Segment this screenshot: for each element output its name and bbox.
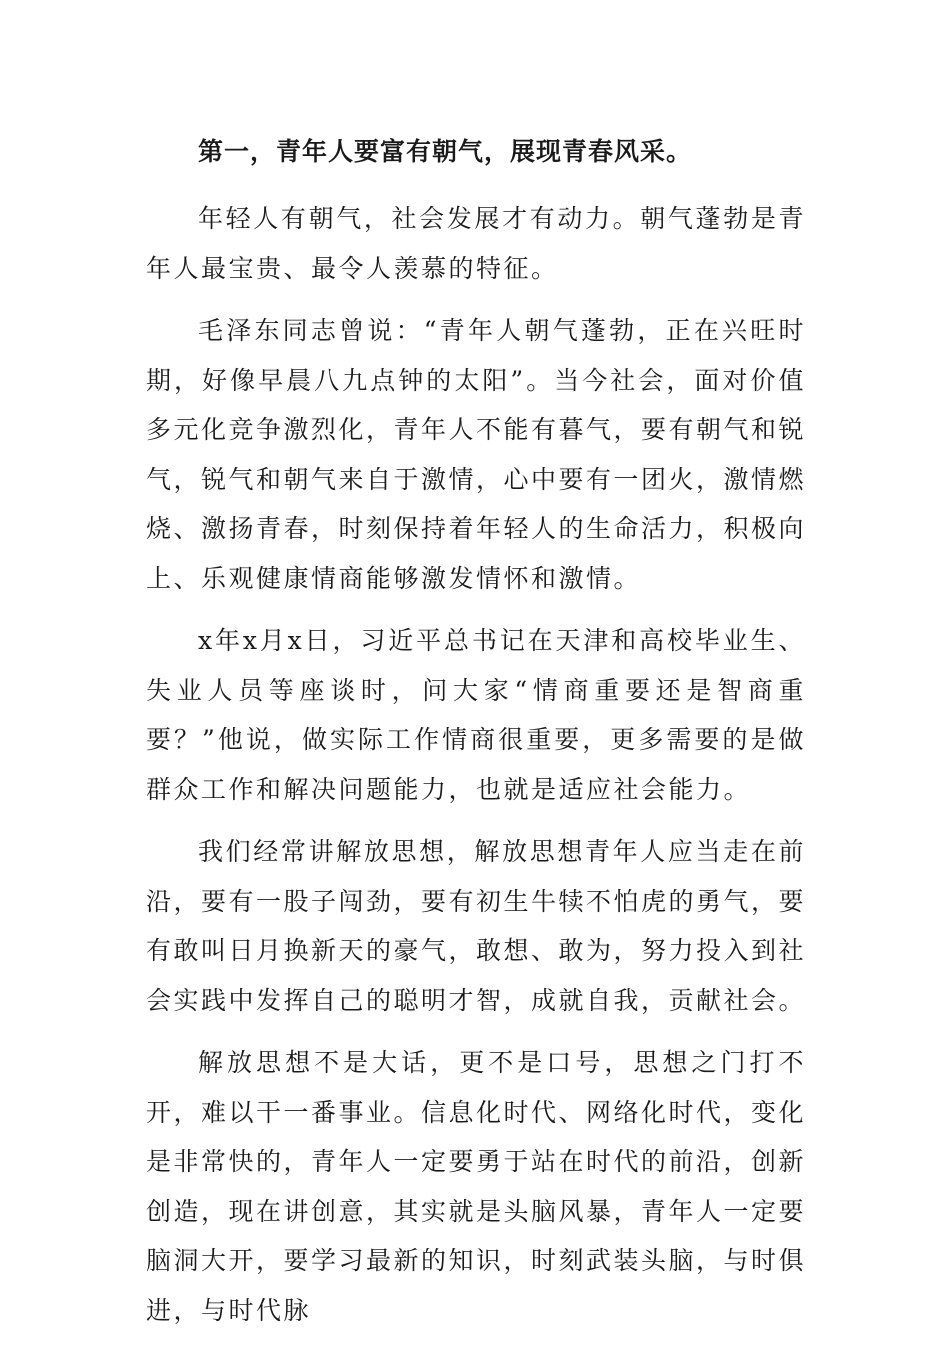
paragraph-5: 解放思想不是大话，更不是口号，思想之门打不开，难以干一番事业。信息化时代、网络化时代，变化是非常快的，青年人一定要勇于站在时代的前沿，创新创造，现在讲创意，其实就是头脑风暴，青年人一定要脑洞大开，要学习最新的知识，时刻武装头脑，与时俱进，与时代脉 xyxy=(146,1048,807,1325)
paragraph-4: 我们经常讲解放思想，解放思想青年人应当走在前沿，要有一股子闯劲，要有初生牛犊不怕虎的勇气，要有敢叫日月换新天的豪气，敢想、敢为，努力投入到社会实践中发挥自己的聪明才智，成就自我，贡献社会。 xyxy=(146,837,807,1015)
section-heading: 第一，青年人要富有朝气，展现青春风采。 xyxy=(198,137,693,166)
paragraph-2: 毛泽东同志曾说：“青年人朝气蓬勃，正在兴旺时期，好像早晨八九点钟的太阳”。当今社会，面对价值多元化竞争激烈化，青年人不能有暮气，要有朝气和锐气，锐气和朝气来自于激情，心中要有一团火，激情燃烧、激扬青春，时刻保持着年轻人的生命活力，积极向上、乐观健康情商能够激发情怀和激情。 xyxy=(146,316,807,593)
paragraph-1: 年轻人有朝气，社会发展才有动力。朝气蓬勃是青年人最宝贵、最令人羡慕的特征。 xyxy=(146,204,806,283)
document-page xyxy=(146,128,806,1348)
paragraph-3: x年x月x日，习近平总书记在天津和高校毕业生、失业人员等座谈时，问大家“情商重要还是智商重要？”他说，做实际工作情商很重要，更多需要的是做群众工作和解决问题能力，也就是适应社会能力。 xyxy=(146,626,806,804)
